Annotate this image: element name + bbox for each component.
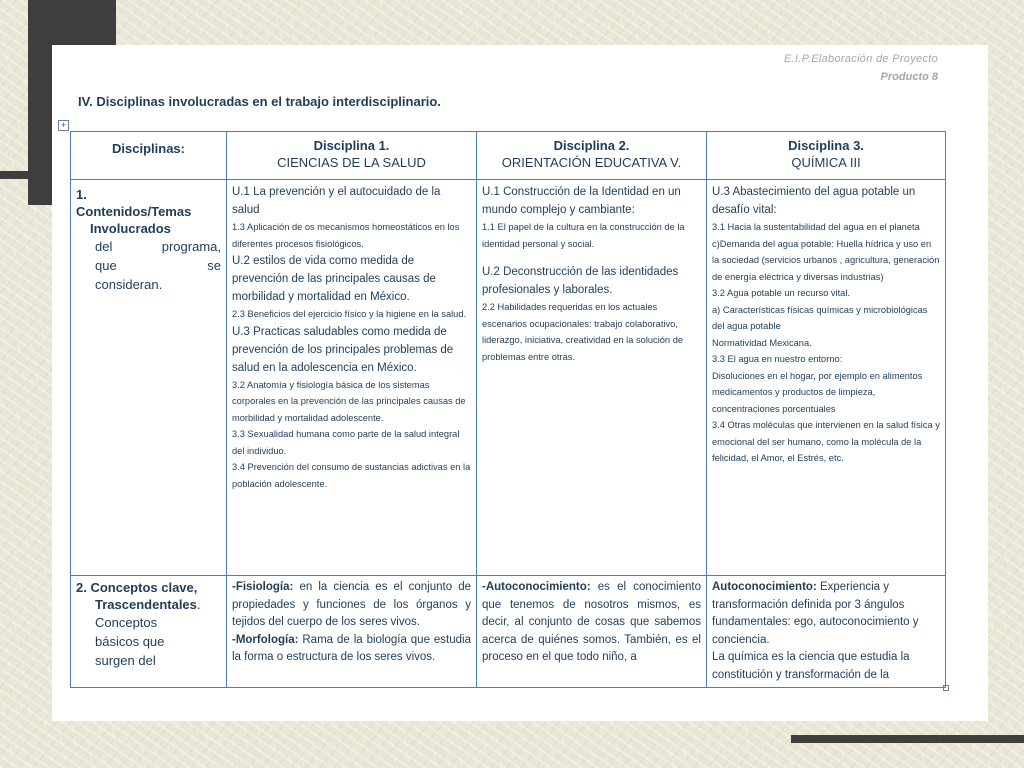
disciplines-table <box>70 131 946 688</box>
cell-conceptos-orientacion: -Autoconocimiento: es el conocimiento que tenemos de nosotros mismos, es decir, al conjunto de cosas que sabemos acerca de quiénes somos. También, es el proceso en el que todo niño, a <box>477 576 707 688</box>
table-resize-handle[interactable] <box>943 685 949 691</box>
cell-contenidos-salud: U.1 La prevención y el autocuidado de la salud 1.3 Aplicación de os mecanismos homeostáticos en los diferentes procesos fisiológicos. U.2 estilos de vida como medida de prevención de las principales causas de morbilidad y mortalidad en México. 2.3 Beneficios del ejercicio físico y la higiene en la salud. U.3 Practicas saludables como medida de prevención de los principales problemas de salud en la adolescencia en México. 3.2 Anatomía y fisiología básica de los sistemas corporales en la prevención de las principales causas de morbilidad y mortalidad adolescente. 3.3 Sexualidad humana como parte de la salud integral del individuo. 3.4 Prevención del consumo de sustancias adictivas en la población adolescente. <box>227 180 477 576</box>
header-cell-disciplina-1: Disciplina 1. CIENCIAS DE LA SALUD <box>227 132 477 180</box>
cell-contenidos-orientacion: U.1 Construcción de la Identidad en un mundo complejo y cambiante: 1.1 El papel de la cultura en la construcción de la identidad personal y social. U.2 Deconstrucción de las identidades profesionales y laborales. 2.2 Habilidades requeridas en los actuales escenarios ocupacionales: trabajo colaborativo, liderazgo, iniciativa, creatividad en la solución de problemas entre otras. <box>477 180 707 576</box>
cell-conceptos-quimica: Autoconocimiento: Experiencia y transformación definida por 3 ángulos fundamentales: ego, autoconocimiento y conciencia. La química es la ciencia que estudia la constitución y transformación de la <box>707 576 946 688</box>
decor-bottom-bar <box>791 735 1024 743</box>
cell-contenidos-quimica: U.3 Abastecimiento del agua potable un desafío vital: 3.1 Hacia la sustentabilidad del agua en el planeta c)Demanda del agua potable: Huella hídrica y uso en la sociedad (servicios urbanos , agricultura, generación de energía eléctrica y diversas industrias) 3.2 Agua potable un recurso vital. a) Características físicas químicas y microbiológicas del agua potable Normatividad Mexicana. 3.3 El agua en nuestro entorno: Disoluciones en el hogar, por ejemplo en alimentos medicamentos y productos de limpieza, concentraciones porcentuales 3.4 Otras moléculas que intervienen en la salud física y emocional del ser humano, como la molécula de la felicidad, el Amor, el Estrés, etc. <box>707 180 946 576</box>
page-title: IV. Disciplinas involucradas en el trabajo interdisciplinario. <box>78 94 441 109</box>
header-cell-disciplinas: Disciplinas: <box>71 132 227 180</box>
table-move-icon[interactable]: + <box>58 120 69 131</box>
decor-dark-block <box>28 0 52 205</box>
row-label-contenidos: 1. Contenidos/Temas Involucrados del programa, que se consideran. <box>71 180 227 576</box>
decor-left-stub <box>0 171 30 179</box>
header-product: Producto 8 <box>880 71 938 83</box>
cell-conceptos-salud: -Fisiología: en la ciencia es el conjunto de propiedades y funciones de los órganos y tejidos del cuerpo de los seres vivos. -Morfología: Rama de la biología que estudia la forma o estructura de los seres vivos. <box>227 576 477 688</box>
table-row-contenidos <box>71 180 946 576</box>
table-header-row <box>71 132 946 180</box>
row-label-conceptos: 2. Conceptos clave, Trascendentales. Conceptos básicos que surgen del <box>71 576 227 688</box>
header-cell-disciplina-2: Disciplina 2. ORIENTACIÓN EDUCATIVA V. <box>477 132 707 180</box>
slide <box>52 45 988 721</box>
header-project: E.I.P.Elaboración de Proyecto <box>783 53 938 65</box>
table-row-conceptos <box>71 576 946 688</box>
header-cell-disciplina-3: Disciplina 3. QUÍMICA III <box>707 132 946 180</box>
